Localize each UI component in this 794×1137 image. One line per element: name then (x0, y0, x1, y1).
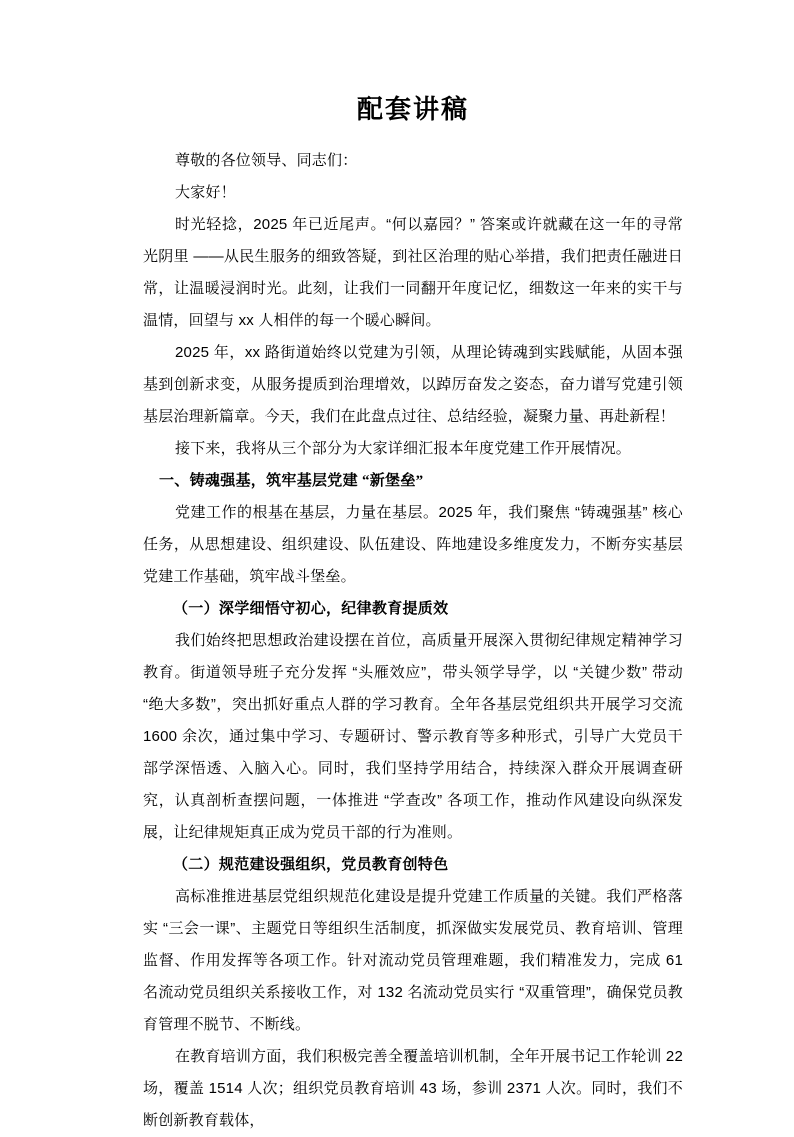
subsection-1-2-paragraph-1: 高标准推进基层党组织规范化建设是提升党建工作质量的关键。我们严格落实 “三会一课”、主题党日等组织生活制度，抓深做实发展党员、教育培训、管理监督、作用发挥等各项工作。针对流动党员管理难题，我们精准发力，完成 61 名流动党员组织关系接收工作，对 132 名流动党员实行 “双重管理”，确保党员教育管理不脱节、不断线。 (143, 888, 683, 1033)
subsection-1-2-paragraph-2: 在教育培训方面，我们积极完善全覆盖培训机制，全年开展书记工作轮训 22 场，覆盖 1514 人次；组织党员教育培训 43 场，参训 2371 人次。同时，我们不断创新教育载体， (143, 1048, 683, 1129)
subsection-heading-1-1: （一）深学细悟守初心，纪律教育提质效 (173, 601, 449, 617)
paragraph-overview: 2025 年，xx 路街道始终以党建为引领，从理论铸魂到实践赋能，从固本强基到创新求变，从服务提质到治理增效，以踔厉奋发之姿态，奋力谱写党建引领基层治理新篇章。今天，我们在此盘点过往、总结经验，凝聚力量、再赴新程！ (143, 344, 683, 425)
greeting: 大家好！ (175, 184, 236, 201)
section-1-intro: 党建工作的根基在基层，力量在基层。2025 年，我们聚焦 “铸魂强基” 核心任务，从思想建设、组织建设、队伍建设、阵地建设多维度发力，不断夯实基层党建工作基础，筑牢战斗堡垒。 (143, 504, 683, 585)
paragraph-transition: 接下来，我将从三个部分为大家详细汇报本年度党建工作开展情况。 (175, 440, 632, 457)
page-title: 配套讲稿 (356, 95, 469, 124)
salutation: 尊敬的各位领导、同志们： (175, 152, 358, 169)
subsection-1-1-paragraph-1: 我们始终把思想政治建设摆在首位，高质量开展深入贯彻纪律规定精神学习教育。街道领导班子充分发挥 “头雁效应”，带头领学导学，以 “关键少数” 带动 “绝大多数”，突出抓好重点人群的学习教育。全年各基层党组织共开展学习交流 1600 余次，通过集中学习、专题研讨、警示教育等多种形式，引导广大党员干部学深悟透、入脑入心。同时，我们坚持学用结合，持续深入群众开展调查研究，认真剖析查摆问题，一体推进 “学查改” 各项工作，推动作风建设向纵深发展，让纪律规矩真正成为党员干部的行为准则。 (143, 632, 683, 841)
paragraph-opening: 时光轻捻，2025 年已近尾声。“何以嘉园？” 答案或许就藏在这一年的寻常光阴里 ——从民生服务的细致答疑，到社区治理的贴心举措，我们把责任融进日常，让温暖浸润时光。此刻，让我们一同翻开年度记忆，细数这一年来的实干与温情，回望与 xx 人相伴的每一个暖心瞬间。 (143, 216, 683, 329)
document-body (143, 0, 683, 1137)
subsection-heading-1-2: （二）规范建设强组织，党员教育创特色 (173, 857, 449, 873)
section-heading-1: 一、铸魂强基，筑牢基层党建 “新堡垒” (159, 473, 424, 489)
